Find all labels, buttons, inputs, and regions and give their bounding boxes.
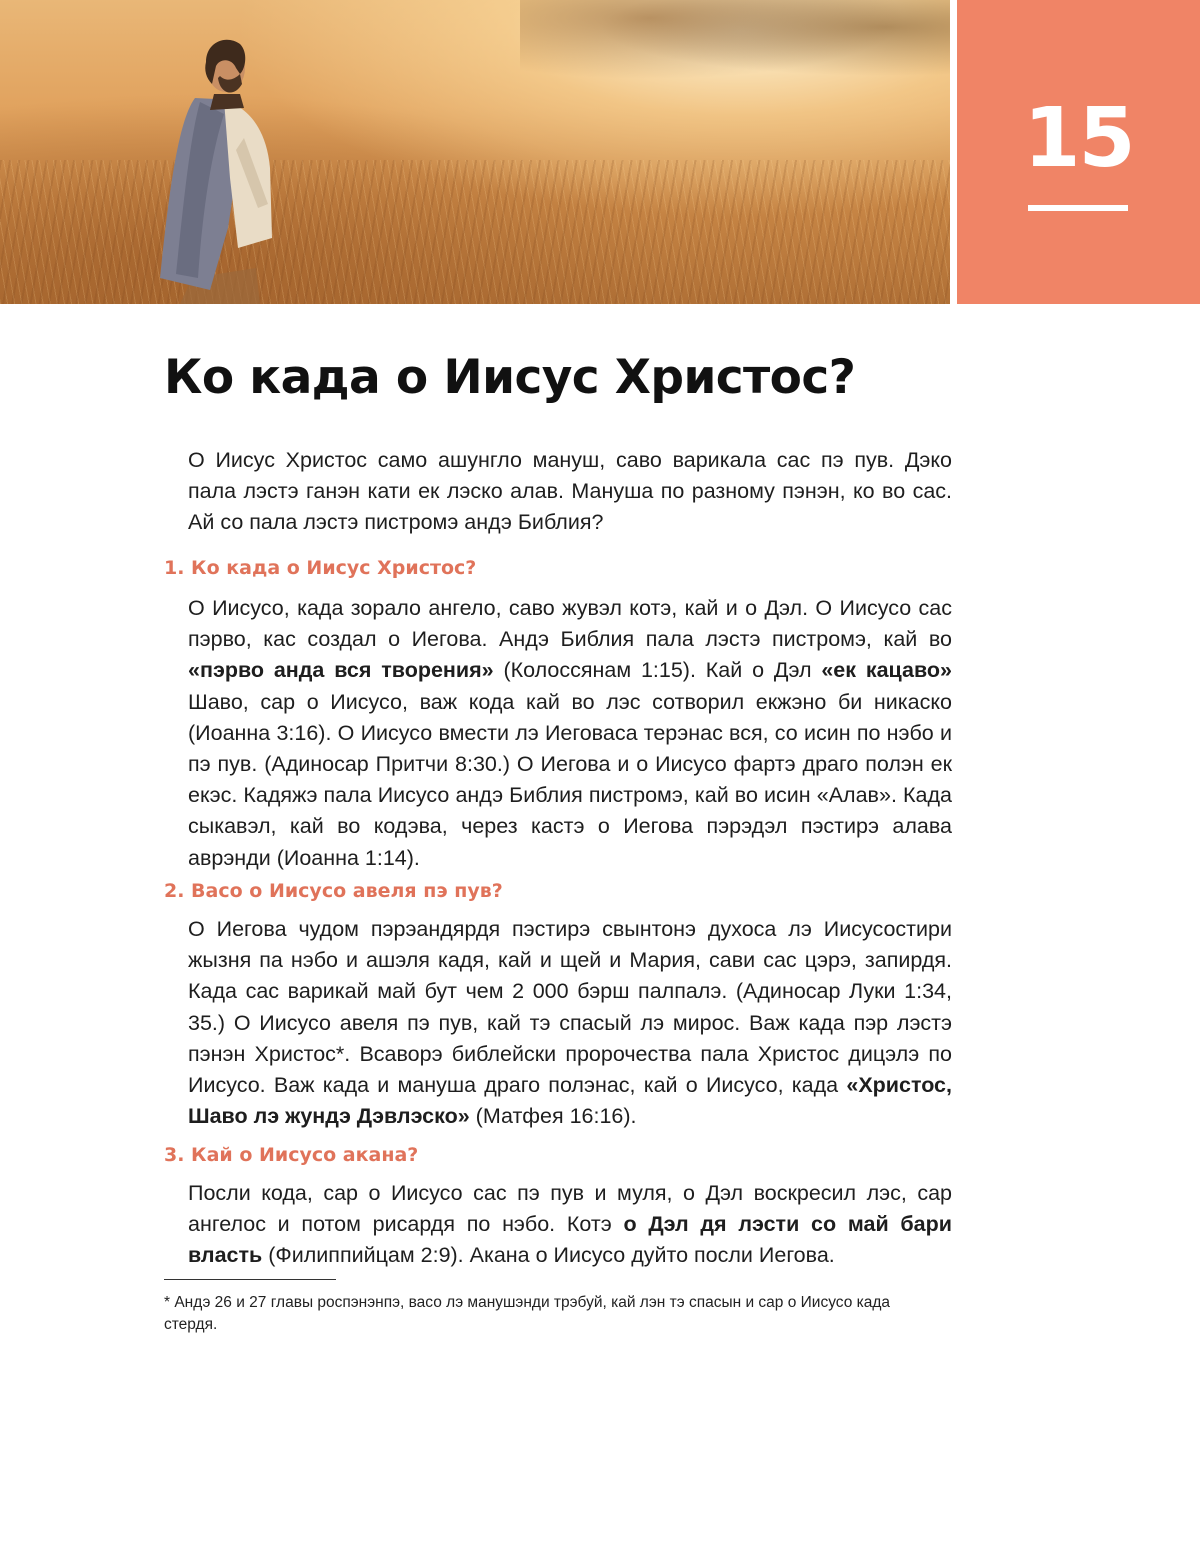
answer-1-text-c: Шаво, сар о Иисусо, важ кода кай во лэс сотворил екжэно би никаско (Иоанна 3:16). О Иисусо вмести лэ Иеговаса терэнас вся, со исин по нэбо и пэ пув. (Адиносар Притчи 8:30.) О Иегова и о Иисусо фартэ драго полэн ек екэс. Кадяжэ пала Иисусо андэ Библия пистромэ, кай во исин «Алав». Када сыкавэл, кай во кодэва, через кастэ о Иегова пэрэдэл пэстирэ алава аврэнди (Иоанна 1:14).	[188, 689, 952, 870]
answer-2-bold-quote: «Христос, Шаво лэ жундэ Дэвлэско»	[188, 1073, 952, 1129]
walking-man-figure	[140, 28, 300, 304]
hero-trees	[520, 0, 950, 90]
intro-paragraph: О Иисус Христос само ашунгло мануш, саво варикала сас пэ пув. Дэко пала лэстэ ганэн кати ек лэско алав. Мануша по разному пэнэн, ко во сас. Ай со пала лэстэ пистромэ андэ Библия?	[188, 448, 952, 535]
page-title: Ко када о Иисус Христос?	[164, 350, 856, 405]
hero-photo	[0, 0, 950, 304]
answer-1-paragraph	[188, 593, 952, 874]
answer-3-bold-phrase: о Дэл дя лэсти со май бари власть	[188, 1212, 952, 1268]
answer-2-text-a: О Иегова чудом пэрэандярдя пэстирэ свынтонэ духоса лэ Иисусостири жызня па нэбо и ашэля кадя, кай и щей и Мария, сави сас цэрэ, запирдя. Када сас варикай май бут чем 2 000 бэрш палпалэ. (Адиносар Луки 1:34, 35.) О Иисусо авеля пэ пув, кай тэ спасый лэ мирос. Важ када пэр лэстэ пэнэн Христос*. Всаворэ библейски пророчества пала Христос дицэлэ по Иисусо. Важ када и мануша драго полэнас, кай о Иисусо, када	[188, 917, 952, 1098]
footnote: * Андэ 26 и 27 главы роспэнэнпэ, васо лэ манушэнди трэбуй, кай лэн тэ спасын и сар о Иисусо када стердя.	[164, 1294, 891, 1333]
answer-1-text-b: (Колоссянам 1:15). Кай о Дэл	[493, 658, 822, 683]
question-3: 3. Кай о Иисусо акана?	[164, 1144, 419, 1166]
answer-2-text-b: (Матфея 16:16).	[469, 1104, 637, 1129]
chapter-underline	[1028, 205, 1128, 211]
answer-1-bold-quote-b: «ек кацаво»	[821, 658, 953, 683]
chapter-badge	[957, 0, 1200, 304]
answer-3-text-a: Посли кода, сар о Иисусо сас пэ пув и муля, о Дэл воскресил лэс, сар ангелос и потом рисардя по нэбо. Котэ	[188, 1181, 952, 1237]
answer-3-paragraph	[188, 1178, 952, 1272]
answer-1-text-a: О Иисусо, када зорало ангело, саво жувэл котэ, кай и о Дэл. О Иисусо сас пэрво, кас создал о Иегова. Андэ Библия пала лэстэ пистромэ, кай во	[188, 596, 952, 652]
answer-2-paragraph	[188, 914, 952, 1132]
question-1: 1. Ко када о Иисус Христос?	[164, 557, 477, 579]
chapter-number: 15	[1023, 91, 1134, 186]
footnote-divider	[164, 1279, 336, 1280]
question-2: 2. Васо о Иисусо авеля пэ пув?	[164, 880, 503, 902]
answer-3-text-b: (Филиппийцам 2:9). Акана о Иисусо дуйто посли Иегова.	[262, 1243, 835, 1268]
answer-1-bold-quote-a: «пэрво анда вся творения»	[188, 658, 494, 683]
